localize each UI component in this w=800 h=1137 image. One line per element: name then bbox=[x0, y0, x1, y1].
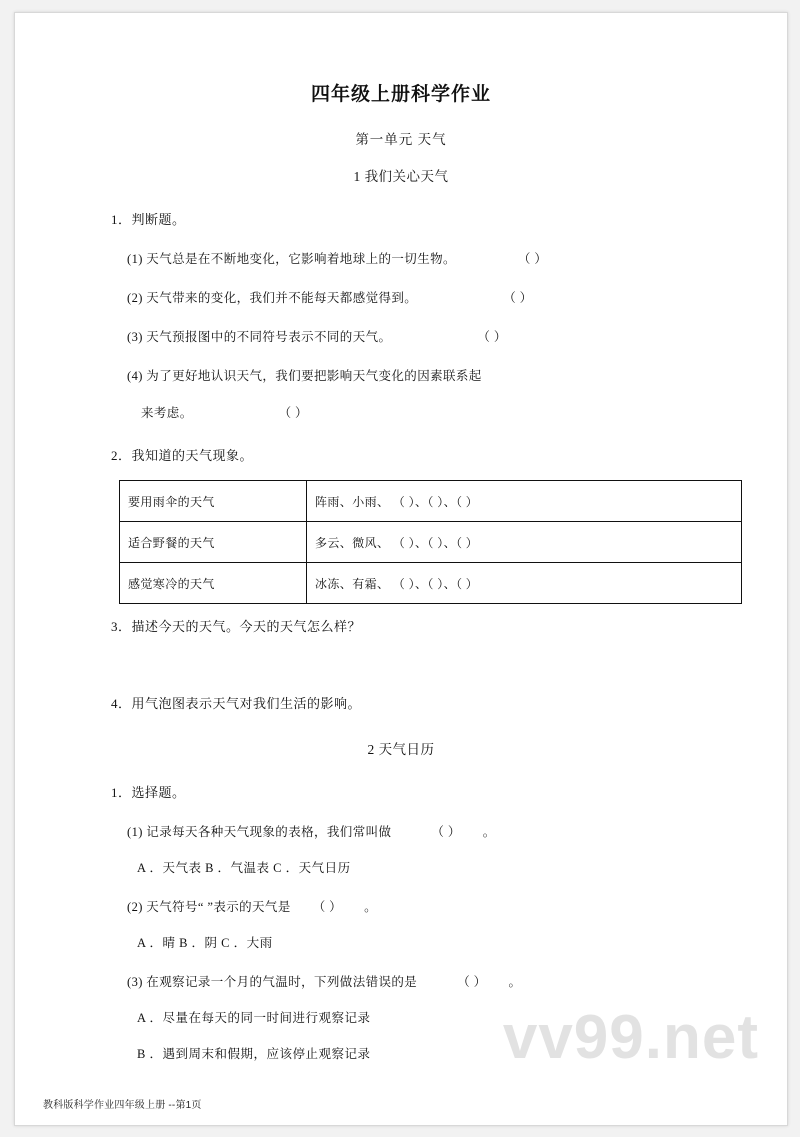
choice-item-3-period: 。 bbox=[508, 975, 522, 989]
choice-item-3-option-b: B ．遇到周末和假期，应该停止观察记录 bbox=[137, 1047, 371, 1061]
lesson1-section4-heading: 4．用气泡图表示天气对我们生活的影响。 bbox=[111, 696, 362, 711]
choice-item-3 bbox=[127, 972, 787, 990]
choice-item-2-period: 。 bbox=[364, 900, 377, 914]
lesson-2-heading: 2 天气日历 bbox=[367, 742, 435, 757]
choice-item-2-options: A ．晴 B ．阴 C ．大雨 bbox=[137, 936, 273, 950]
table-cell-label-1: 要用雨伞的天气 bbox=[120, 481, 307, 522]
choice-item-1-options: A ．天气表 B ．气温表 C ．天气日历 bbox=[137, 861, 351, 875]
judgement-item-1-text: (1) 天气总是在不断地变化，它影响着地球上的一切生物。 bbox=[127, 252, 456, 266]
choice-item-3-option-a: A ．尽量在每天的同一时间进行观察记录 bbox=[137, 1011, 371, 1025]
answer-space-1 bbox=[15, 635, 787, 687]
judgement-item-1 bbox=[127, 249, 787, 267]
judgement-item-2 bbox=[127, 288, 787, 306]
table-cell-content-2: 多云、微风、 （ ）、（ ）、（ ） bbox=[307, 522, 742, 563]
choice-item-2-bracket: （ ） bbox=[312, 900, 343, 914]
judgement-item-1-bracket: （ ） bbox=[517, 252, 548, 266]
table-cell-label-3: 感觉寒冷的天气 bbox=[120, 563, 307, 604]
choice-item-1-text: (1) 记录每天各种天气现象的表格，我们常叫做 bbox=[127, 825, 392, 839]
lesson1-section2-heading: 2．我知道的天气现象。 bbox=[111, 448, 254, 463]
page-footer: 教科版科学作业四年级上册 --第1页 bbox=[43, 1100, 202, 1111]
table-cell-label-2: 适合野餐的天气 bbox=[120, 522, 307, 563]
choice-item-3-text: (3) 在观察记录一个月的气温时，下列做法错误的是 bbox=[127, 975, 418, 989]
judgement-item-3 bbox=[127, 327, 787, 345]
lesson2-section1-heading: 1．选择题。 bbox=[111, 785, 186, 800]
table-cell-content-3: 冰冻、有霜、 （ ）、（ ）、（ ） bbox=[307, 563, 742, 604]
choice-item-1-bracket: （ ） bbox=[431, 825, 461, 839]
lesson1-section3-heading: 3．描述今天的天气。今天的天气怎么样？ bbox=[111, 619, 362, 634]
page-content bbox=[15, 13, 787, 1125]
judgement-item-4-text: (4) 为了更好地认识天气，我们要把影响天气变化的因素联系起 bbox=[127, 369, 482, 383]
judgement-item-4-bracket: （ ） bbox=[278, 406, 308, 420]
unit-heading: 第一单元 天气 bbox=[355, 132, 447, 147]
choice-item-3-bracket: （ ） bbox=[457, 975, 487, 989]
judgement-item-4-continued-text: 来考虑。 bbox=[141, 406, 193, 420]
choice-item-1-period: 。 bbox=[482, 825, 496, 839]
table-row bbox=[120, 563, 742, 604]
weather-phenomena-table bbox=[119, 480, 742, 604]
judgement-item-2-text: (2) 天气带来的变化，我们并不能每天都感觉得到。 bbox=[127, 291, 418, 305]
judgement-item-4-continued bbox=[141, 403, 787, 421]
judgement-item-2-bracket: （ ） bbox=[503, 291, 533, 305]
table-row bbox=[120, 522, 742, 563]
watermark: vv99.net bbox=[502, 1003, 759, 1072]
table-cell-content-1: 阵雨、小雨、 （ ）、（ ）、（ ） bbox=[307, 481, 742, 522]
lesson-1-heading: 1 我们关心天气 bbox=[353, 169, 449, 184]
judgement-item-4 bbox=[127, 366, 787, 384]
judgement-item-3-bracket: （ ） bbox=[477, 330, 507, 344]
choice-item-2-text: (2) 天气符号“ ”表示的天气是 bbox=[127, 900, 291, 914]
choice-item-2 bbox=[127, 897, 787, 915]
table-row bbox=[120, 481, 742, 522]
page-title: 四年级上册科学作业 bbox=[310, 84, 491, 105]
judgement-item-3-text: (3) 天气预报图中的不同符号表示不同的天气。 bbox=[127, 330, 392, 344]
lesson1-section1-heading: 1．判断题。 bbox=[111, 212, 186, 227]
choice-item-1 bbox=[127, 822, 787, 840]
document-page bbox=[14, 12, 788, 1126]
